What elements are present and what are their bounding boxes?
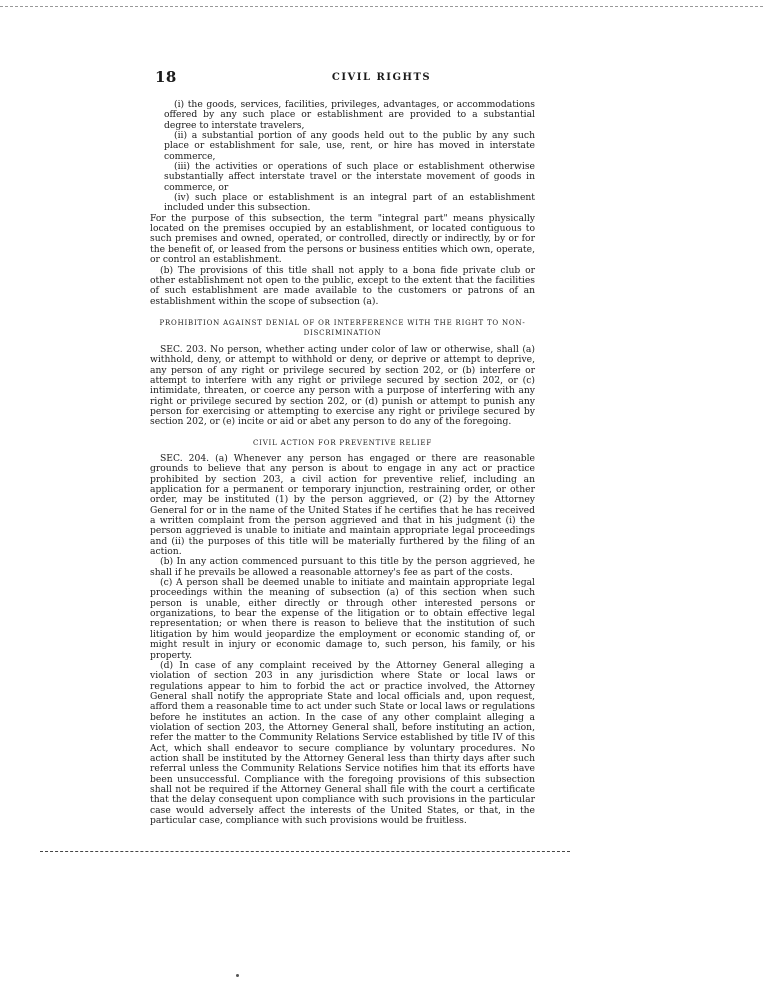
scan-speck [236,974,239,977]
section-204-b: (b) In any action commenced pursuant to this title by the person aggrieved, he shall if he prevails be allowed a reasonable attorney's fee as part of the costs. [150,556,535,578]
subsection-b: (b) The provisions of this title shall not apply to a bona fide private club or other establishment not open to the public, except to the extent that the facilities of such establishment are made available to the customers or patrons of an establishment within the scope of subsection (a). [150,264,535,307]
section-204-heading: CIVIL ACTION FOR PREVENTIVE RELIEF [252,438,432,447]
top-page-edge-rule [0,6,763,7]
integral-part-definition: For the purpose of this subsection, the term "integral part" means physically located on the premises occupied by an establishment, or located contiguous to such premises and owned, operated, or controlled, directly or indirectly, by or for the benefit of, or leased from the persons or business entities which own, operate, or control an establishment. [150,212,535,266]
section-204-d: (d) In case of any complaint received by the Attorney General alleging a violation of section 203 in any jurisdiction where State or local laws or regulations appear to him to forbid the act or practice involved, the Attorney General shall notify the appropriate State and local officials and, upon request, afford them a reasonable time to act under such State or local laws or regulations before he institutes an action. In the case of any other complaint alleging a violation of section 203, the Attorney General shall, before instituting an action, refer the matter to the Community Relations Service established by title IV of this Act, which shall endeavor to secure compliance by voluntary procedures. No action shall be instituted by the Attorney General less than thirty days after such referral unless the Community Relations Service notifies him that its efforts have been unsuccessful. Compliance with the foregoing provisions of this subsection shall not be required if the Attorney General shall file with the court a certificate that the delay consequent upon compliance with such provisions in the particular case would adversely affect the interests of the United States, or that, in the particular case, compliance with such provisions would be fruitless. [150,659,535,826]
clause-iii: (iii) the activities or operations of such place or establishment otherwise substantially affect interstate travel or the interstate movement of goods in commerce, or [164,161,535,193]
section-203-text: SEC. 203. No person, whether acting under color of law or otherwise, shall (a) withhold, deny, or attempt to withhold or deny, or deprive or attempt to deprive, any person of any right or privilege secured by section 202, or (b) interfere or attempt to interfere with any right or privilege secured by section 202, or (c) intimidate, threaten, or coerce any person with a purpose of interfering with any right or privilege secured by section 202, or (d) punish or attempt to punish any person for exercising or attempting to exercise any right or privilege secured by section 202, or (e) incite or aid or abet any person to do any of the foregoing. [150,343,535,428]
page-body [150,100,535,826]
clause-iv: (iv) such place or establishment is an integral part of an establishment included under this subsection. [164,192,535,214]
bottom-page-rule [40,851,570,852]
page-number: 18 [155,68,177,86]
section-204-a: SEC. 204. (a) Whenever any person has engaged or there are reasonable grounds to believe that any person is about to engage in any act or practice prohibited by section 203, a civil action for preventive relief, including an application for a permanent or temporary injunction, restraining order, or other order, may be instituted (1) by the person aggrieved, or (2) by the Attorney General for or in the name of the United States if he certifies that he has received a written complaint from the person aggrieved and that in his judgment (i) the person aggrieved is unable to initiate and maintain appropriate legal proceedings and (ii) the purposes of this title will be materially furthered by the filing of an action. [150,452,535,558]
clause-ii: (ii) a substantial portion of any goods held out to the public by any such place or establishment for sale, use, rent, or hire has moved in interstate commerce, [164,130,535,162]
section-204-c: (c) A person shall be deemed unable to initiate and maintain appropriate legal proceedings within the meaning of subsection (a) of this section when such person is unable, either directly or through other interested persons or organizations, to bear the expense of the litigation or to obtain effective legal representation; or when there is reason to believe that the institution of such litigation by him would jeopardize the employment or economic standing of, or might result in injury or economic damage to, such person, his family, or his property. [150,577,535,661]
clause-i: (i) the goods, services, facilities, privileges, advantages, or accommodations offered by any such place or establishment are provided to a substantial degree to interstate travelers, [164,99,535,131]
section-203-heading: PROHIBITION AGAINST DENIAL OF OR INTERFERENCE WITH THE RIGHT TO NON-DISCRIMINATION [159,318,526,337]
running-head: CIVIL RIGHTS [331,72,432,83]
